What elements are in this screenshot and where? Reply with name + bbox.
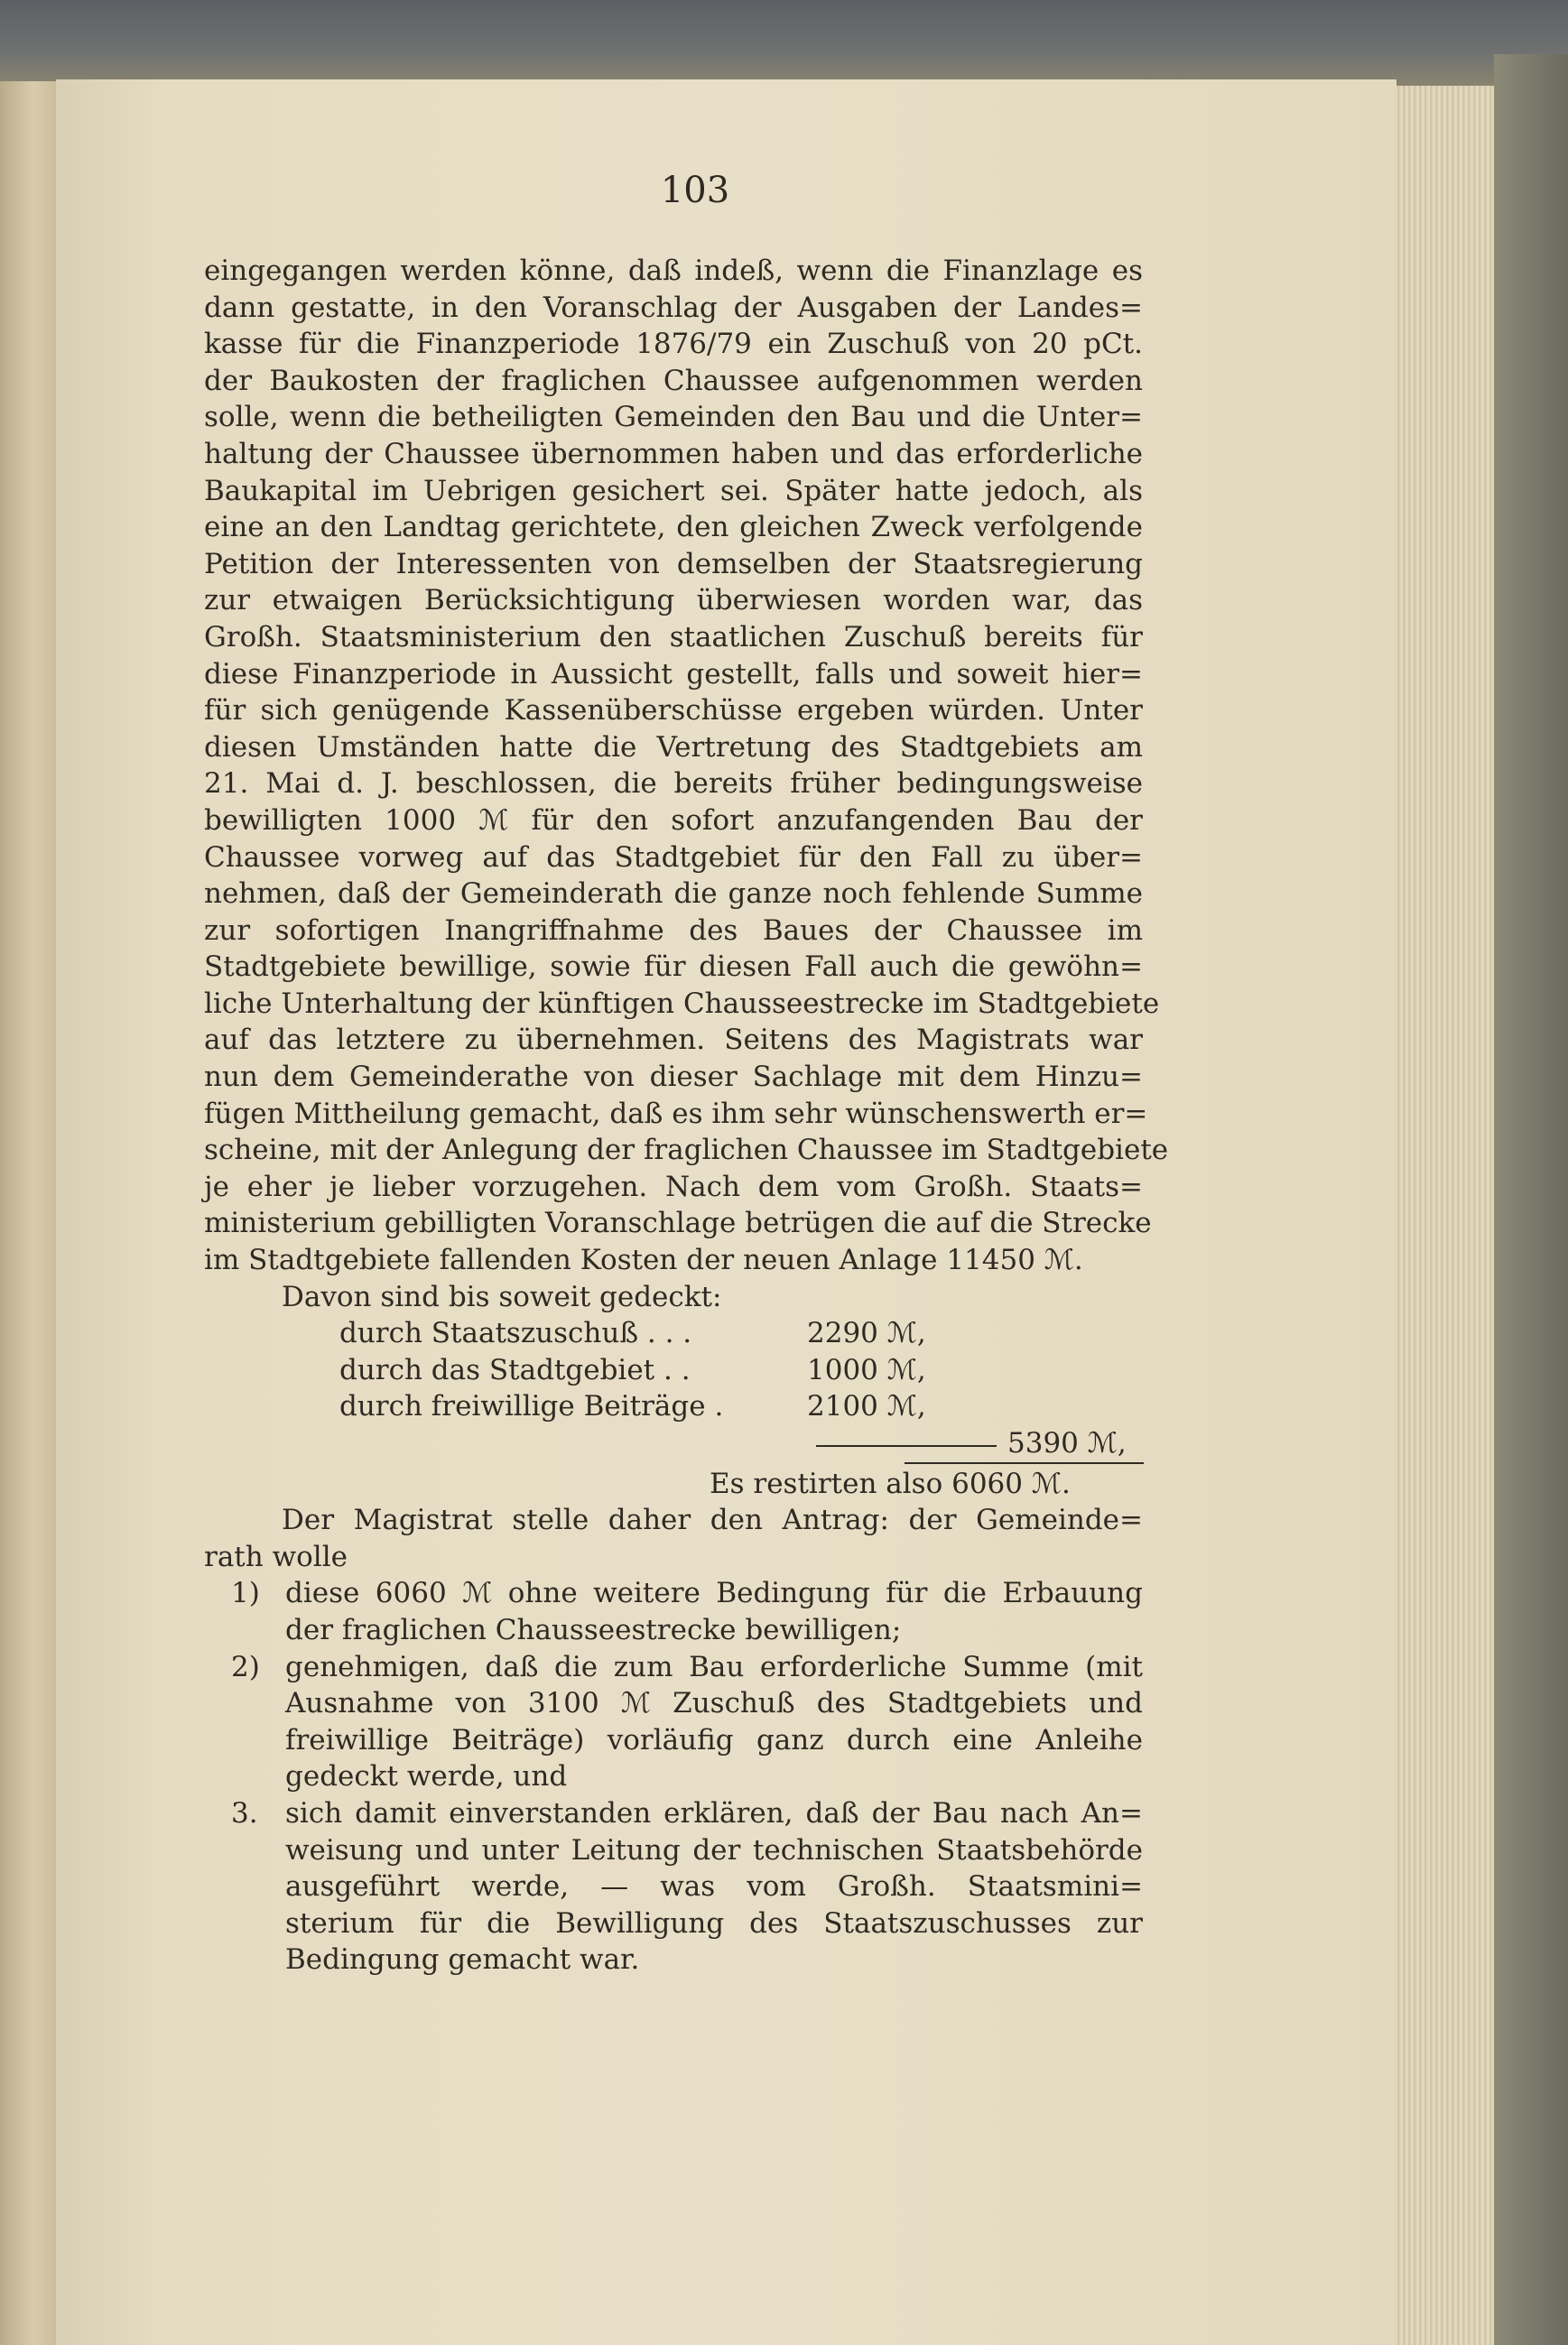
ledger-row [204,1388,1143,1425]
text-line: diese 6060 ℳ ohne weitere Bedingung für die Erbauung [285,1577,1143,1610]
text-line: genehmigen, daß die zum Bau erforderliche Summe (mit [285,1650,1143,1683]
page-block-edges [1395,86,1494,2345]
paragraph-1 [204,253,1169,1279]
page-number: 103 [660,170,730,211]
text-line: 21. Mai d. J. beschlossen, die bereits früher bedingungsweise [204,767,1143,801]
text-line: liche Unterhaltung der künftigen Chausseestrecke im Stadtgebiete [204,987,1160,1020]
text-line: fügen Mittheilung gemacht, daß es ihm sehr wünschenswerth er= [204,1097,1148,1130]
text-line: nun dem Gemeinderathe von dieser Sachlage mit dem Hinzu= [204,1061,1143,1094]
text-line: Der Magistrat stelle daher den Antrag: der Gemeinde= [282,1504,1143,1537]
total-rule [905,1462,1144,1464]
text-line: dann gestatte, in den Voranschlag der Ausgaben der Landes= [204,291,1143,324]
text-line: zur etwaigen Berücksichtigung überwiesen worden war, das [204,584,1143,617]
subtotal-row [204,1425,1143,1462]
text-line: kasse für die Finanzperiode 1876/79 ein Zuschuß von 20 pCt. [204,328,1143,361]
text-line: ausgeführt werde, — was vom Großh. Staatsmini= [285,1870,1143,1904]
text-line: Petition der Interessenten von demselben der Staatsregierung [204,547,1143,580]
book-cover-right [1494,54,1568,2345]
text-line: weisung und unter Leitung der technischen Staatsbehörde [285,1833,1143,1867]
ledger-amount: 2100 ℳ, [807,1390,926,1423]
text-line: sterium für die Bewilligung des Staatszuschusses zur [285,1906,1143,1940]
text-line: eine an den Landtag gerichtete, den gleichen Zweck verfolgende [204,511,1143,544]
text-line: eingegangen werden könne, daß indeß, wenn die Finanzlage es [204,255,1143,287]
ledger-amount: 2290 ℳ, [807,1317,926,1350]
ledger-amount: 1000 ℳ, [807,1353,926,1386]
text-line: Ausnahme von 3100 ℳ Zuschuß des Stadtgebiets und [285,1687,1143,1720]
text-line: bewilligten 1000 ℳ für den sofort anzufangenden Bau der [204,803,1143,837]
list-item-number: 3. [231,1796,258,1830]
text-line: je eher je lieber vorzugehen. Nach dem vom Großh. Staats= [204,1170,1143,1203]
list-item [204,1795,1143,1979]
text-line: solle, wenn die betheiligten Gemeinden den Bau und die Unter= [204,401,1143,434]
text-line: für sich genügende Kassenüberschüsse ergeben würden. Unter [204,694,1143,728]
ledger-label: durch freiwillige Beiträge . [339,1390,724,1423]
text-line: ministerium gebilligten Voranschlage betrügen die auf die Strecke [204,1207,1152,1240]
list-item [204,1575,1143,1648]
text-line: diese Finanzperiode in Aussicht gestellt, falls und soweit hier= [204,657,1143,691]
remainder-row [204,1466,1143,1503]
text-line: freiwillige Beiträge) vorläufig ganz durch eine Anleihe [285,1723,1143,1756]
facing-page-edge [0,81,56,2345]
text-line: auf das letztere zu übernehmen. Seitens des Magistrats war [204,1024,1143,1057]
text-line: im Stadtgebiete fallenden Kosten der neuen Anlage 11450 ℳ. [204,1244,1083,1277]
text-line: Chaussee vorweg auf das Stadtgebiet für den Fall zu über= [204,840,1143,874]
text-line: diesen Umständen hatte die Vertretung des Stadtgebiets am [204,730,1143,764]
ledger-row [204,1315,1143,1352]
ledger-row [204,1352,1143,1389]
text-line: haltung der Chaussee übernommen haben und das erforderliche [204,437,1143,470]
text-line: Stadtgebiete bewillige, sowie für diesen Fall auch die gewöhn= [204,950,1143,984]
page-text [204,253,1169,1979]
text-line: gedeckt werde, und [285,1760,568,1794]
list-item-number: 2) [231,1650,260,1683]
ledger-label: durch das Stadtgebiet . . [339,1353,691,1386]
text-line: Großh. Staatsministerium den staatlichen Zuschuß bereits für [204,620,1143,653]
text-line: Baukapital im Uebrigen gesichert sei. Später hatte jedoch, als [204,474,1143,507]
text-line: der Baukosten der fraglichen Chaussee aufgenommen werden [204,364,1143,397]
proposal-paragraph [204,1502,1143,1575]
text-line: rath wolle [204,1540,348,1573]
book-cover-top [0,0,1568,86]
list-item [204,1649,1143,1795]
remainder-text: Es restirten also 6060 ℳ. [710,1467,1071,1500]
text-line: nehmen, daß der Gemeinderath die ganze noch fehlende Summe [204,877,1143,911]
text-line: zur sofortigen Inangriffnahme des Baues der Chaussee im [204,913,1143,947]
covered-intro: Davon sind bis soweit gedeckt: [282,1280,722,1313]
text-line: der fraglichen Chausseestrecke bewilligen; [285,1613,902,1646]
ledger [204,1315,1143,1502]
text-line: sich damit einverstanden erklären, daß der Bau nach An= [285,1796,1143,1830]
list-item-number: 1) [231,1577,260,1610]
text-line: Bedingung gemacht war. [285,1943,640,1977]
subtotal-rule [816,1445,997,1447]
subtotal-amount: 5390 ℳ, [1007,1427,1127,1460]
text-line: scheine, mit der Anlegung der fraglichen Chaussee im Stadtgebiete [204,1134,1169,1167]
ledger-label: durch Staatszuschuß . . . [339,1317,692,1350]
